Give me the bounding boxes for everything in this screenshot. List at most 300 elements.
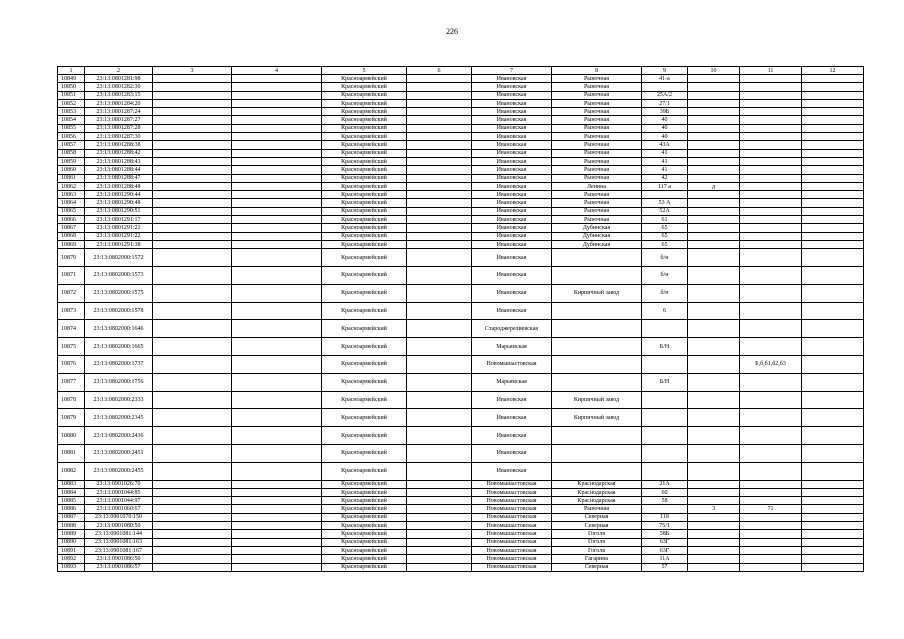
- column-12-cell: [802, 480, 864, 488]
- house-number-cell: 21А: [642, 480, 688, 488]
- column-10-cell: [688, 83, 740, 91]
- column-12-cell: [802, 522, 864, 530]
- table-row: [58, 75, 864, 83]
- column-10-cell: [688, 320, 740, 338]
- column-3-cell: [153, 505, 232, 513]
- street-cell: Рыночная: [552, 99, 642, 107]
- column-4-cell: [232, 83, 322, 91]
- column-11-cell: [740, 83, 802, 91]
- district-cell: Красноармейский: [322, 320, 407, 338]
- column-11-cell: [740, 166, 802, 174]
- cadastral-number-cell: 23:13:0802000:2451: [85, 445, 153, 463]
- row-number-cell: 10892: [58, 555, 85, 563]
- column-3-cell: [153, 216, 232, 224]
- column-12-cell: [802, 199, 864, 207]
- column-4-cell: [232, 133, 322, 141]
- row-number-cell: 10859: [58, 157, 85, 165]
- table-row: [58, 538, 864, 546]
- column-header: 10: [688, 67, 740, 75]
- street-cell: [552, 373, 642, 391]
- column-3-cell: [153, 488, 232, 496]
- column-3-cell: [153, 157, 232, 165]
- column-6-cell: [407, 555, 472, 563]
- cadastral-number-cell: 23:13:0801291:38: [85, 240, 153, 248]
- street-cell: Гагарина: [552, 555, 642, 563]
- column-6-cell: [407, 391, 472, 409]
- page-number: 226: [446, 27, 458, 36]
- district-cell: Красноармейский: [322, 182, 407, 190]
- cadastral-number-cell: 23:13:0801283:15: [85, 91, 153, 99]
- house-number-cell: [642, 356, 688, 374]
- district-cell: Красноармейский: [322, 157, 407, 165]
- cadastral-number-cell: 23:13:0901081:163: [85, 538, 153, 546]
- column-11-cell: [740, 373, 802, 391]
- column-10-cell: [688, 522, 740, 530]
- column-12-cell: [802, 216, 864, 224]
- table-row: [58, 191, 864, 199]
- cadastral-number-cell: 23:13:0801288:48: [85, 182, 153, 190]
- column-4-cell: [232, 427, 322, 445]
- row-number-cell: 10873: [58, 302, 85, 320]
- column-11-cell: [740, 427, 802, 445]
- settlement-cell: Ивановская: [472, 199, 552, 207]
- column-12-cell: [802, 224, 864, 232]
- table-row: [58, 240, 864, 248]
- cadastral-number-cell: 23:13:0802000:2345: [85, 409, 153, 427]
- column-12-cell: [802, 391, 864, 409]
- table-row: [58, 249, 864, 267]
- row-number-cell: 10855: [58, 124, 85, 132]
- settlement-cell: Новомышастовская: [472, 480, 552, 488]
- column-6-cell: [407, 174, 472, 182]
- settlement-cell: Ивановская: [472, 240, 552, 248]
- house-number-cell: 40: [642, 124, 688, 132]
- district-cell: Красноармейский: [322, 302, 407, 320]
- house-number-cell: 60: [642, 488, 688, 496]
- column-4-cell: [232, 505, 322, 513]
- column-4-cell: [232, 108, 322, 116]
- column-12-cell: [802, 555, 864, 563]
- column-header: 2: [85, 67, 153, 75]
- cadastral-number-cell: 23:13:0801290:51: [85, 207, 153, 215]
- column-3-cell: [153, 302, 232, 320]
- column-3-cell: [153, 108, 232, 116]
- column-4-cell: [232, 232, 322, 240]
- row-number-cell: 10878: [58, 391, 85, 409]
- settlement-cell: Ивановская: [472, 409, 552, 427]
- cadastral-number-cell: 23:13:0801291:22: [85, 232, 153, 240]
- district-cell: Красноармейский: [322, 75, 407, 83]
- table-row: [58, 91, 864, 99]
- column-4-cell: [232, 149, 322, 157]
- cadastral-number-cell: 23:13:0801281:98: [85, 75, 153, 83]
- column-10-cell: [688, 338, 740, 356]
- house-number-cell: 39Б: [642, 108, 688, 116]
- row-number-cell: 10866: [58, 216, 85, 224]
- cadastral-number-cell: 23:13:0801282:30: [85, 83, 153, 91]
- column-3-cell: [153, 124, 232, 132]
- row-number-cell: 10864: [58, 199, 85, 207]
- table-row: [58, 488, 864, 496]
- column-3-cell: [153, 555, 232, 563]
- column-4-cell: [232, 284, 322, 302]
- column-header: 4: [232, 67, 322, 75]
- table-row: [58, 133, 864, 141]
- settlement-cell: Ивановская: [472, 427, 552, 445]
- settlement-cell: Ивановская: [472, 232, 552, 240]
- district-cell: Красноармейский: [322, 530, 407, 538]
- column-11-cell: [740, 391, 802, 409]
- column-12-cell: [802, 116, 864, 124]
- house-number-cell: 41-а: [642, 75, 688, 83]
- column-4-cell: [232, 445, 322, 463]
- row-number-cell: 10874: [58, 320, 85, 338]
- cadastral-number-cell: 23:13:0801287:24: [85, 108, 153, 116]
- row-number-cell: 10862: [58, 182, 85, 190]
- column-3-cell: [153, 224, 232, 232]
- house-number-cell: 41: [642, 166, 688, 174]
- column-11-cell: [740, 488, 802, 496]
- column-11-cell: [740, 157, 802, 165]
- column-11-cell: [740, 522, 802, 530]
- row-number-cell: 10881: [58, 445, 85, 463]
- column-4-cell: [232, 124, 322, 132]
- street-cell: Северная: [552, 522, 642, 530]
- district-cell: Красноармейский: [322, 497, 407, 505]
- column-10-cell: [688, 133, 740, 141]
- column-3-cell: [153, 267, 232, 285]
- cadastral-number-cell: 23:13:0802000:1575: [85, 284, 153, 302]
- column-6-cell: [407, 133, 472, 141]
- cadastral-number-cell: 23:13:0802000:2333: [85, 391, 153, 409]
- column-6-cell: [407, 116, 472, 124]
- table-row: [58, 174, 864, 182]
- street-cell: [552, 320, 642, 338]
- column-6-cell: [407, 166, 472, 174]
- column-3-cell: [153, 141, 232, 149]
- cadastral-number-cell: 23:13:0802000:2455: [85, 462, 153, 480]
- column-11-cell: [740, 199, 802, 207]
- street-cell: Северная: [552, 513, 642, 521]
- column-4-cell: [232, 249, 322, 267]
- table-row: [58, 302, 864, 320]
- column-6-cell: [407, 445, 472, 463]
- column-3-cell: [153, 538, 232, 546]
- street-cell: Рыночная: [552, 83, 642, 91]
- street-cell: [552, 462, 642, 480]
- row-number-cell: 10869: [58, 240, 85, 248]
- table-row: [58, 546, 864, 554]
- column-6-cell: [407, 497, 472, 505]
- settlement-cell: Ивановская: [472, 149, 552, 157]
- house-number-cell: 42: [642, 174, 688, 182]
- table-row: [58, 522, 864, 530]
- column-4-cell: [232, 207, 322, 215]
- street-cell: Рыночная: [552, 199, 642, 207]
- column-12-cell: [802, 530, 864, 538]
- column-3-cell: [153, 191, 232, 199]
- column-3-cell: [153, 182, 232, 190]
- column-10-cell: [688, 445, 740, 463]
- table-row: [58, 530, 864, 538]
- column-12-cell: [802, 149, 864, 157]
- column-3-cell: [153, 240, 232, 248]
- column-12-cell: [802, 338, 864, 356]
- column-3-cell: [153, 462, 232, 480]
- cadastral-number-cell: 23:13:0802000:1646: [85, 320, 153, 338]
- street-cell: Рыночная: [552, 166, 642, 174]
- column-3-cell: [153, 563, 232, 571]
- table-row: [58, 497, 864, 505]
- column-11-cell: [740, 91, 802, 99]
- column-4-cell: [232, 166, 322, 174]
- district-cell: Красноармейский: [322, 555, 407, 563]
- street-cell: [552, 267, 642, 285]
- cadastral-number-cell: 23:13:0901086:57: [85, 563, 153, 571]
- table-row: [58, 141, 864, 149]
- house-number-cell: 6: [642, 302, 688, 320]
- column-3-cell: [153, 249, 232, 267]
- settlement-cell: Ивановская: [472, 191, 552, 199]
- house-number-cell: 43А: [642, 141, 688, 149]
- column-12-cell: [802, 538, 864, 546]
- column-12-cell: [802, 488, 864, 496]
- district-cell: Красноармейский: [322, 505, 407, 513]
- column-3-cell: [153, 530, 232, 538]
- column-3-cell: [153, 546, 232, 554]
- column-10-cell: [688, 75, 740, 83]
- table-row: [58, 124, 864, 132]
- settlement-cell: Новомышастовская: [472, 522, 552, 530]
- column-6-cell: [407, 356, 472, 374]
- column-12-cell: [802, 99, 864, 107]
- district-cell: Красноармейский: [322, 373, 407, 391]
- column-6-cell: [407, 513, 472, 521]
- settlement-cell: Новомышастовская: [472, 538, 552, 546]
- column-4-cell: [232, 216, 322, 224]
- column-6-cell: [407, 75, 472, 83]
- row-number-cell: 10890: [58, 538, 85, 546]
- column-4-cell: [232, 497, 322, 505]
- street-cell: Рыночная: [552, 141, 642, 149]
- district-cell: Красноармейский: [322, 240, 407, 248]
- row-number-cell: 10879: [58, 409, 85, 427]
- row-number-cell: 10887: [58, 513, 85, 521]
- house-number-cell: 25А/2: [642, 91, 688, 99]
- column-11-cell: [740, 462, 802, 480]
- cadastral-number-cell: 23:13:0801288:47: [85, 174, 153, 182]
- column-11-cell: [740, 141, 802, 149]
- column-11-cell: [740, 149, 802, 157]
- table-row: [58, 267, 864, 285]
- street-cell: Дубинская: [552, 240, 642, 248]
- table-row: [58, 563, 864, 571]
- column-10-cell: [688, 480, 740, 488]
- cadastral-number-cell: 23:13:0801287:30: [85, 133, 153, 141]
- table-row: [58, 480, 864, 488]
- cadastral-number-cell: 23:13:0802000:1737: [85, 356, 153, 374]
- house-number-cell: [642, 320, 688, 338]
- column-3-cell: [153, 91, 232, 99]
- district-cell: Красноармейский: [322, 83, 407, 91]
- column-3-cell: [153, 338, 232, 356]
- column-6-cell: [407, 91, 472, 99]
- column-11-cell: [740, 513, 802, 521]
- column-6-cell: [407, 249, 472, 267]
- table-row: [58, 224, 864, 232]
- column-10-cell: [688, 427, 740, 445]
- settlement-cell: Ивановская: [472, 445, 552, 463]
- district-cell: Красноармейский: [322, 267, 407, 285]
- house-number-cell: 65: [642, 224, 688, 232]
- street-cell: Кирпичный завод: [552, 409, 642, 427]
- column-3-cell: [153, 391, 232, 409]
- district-cell: Красноармейский: [322, 284, 407, 302]
- column-3-cell: [153, 174, 232, 182]
- cadastral-number-cell: 23:13:0801291:21: [85, 224, 153, 232]
- column-header: 12: [802, 67, 864, 75]
- column-3-cell: [153, 522, 232, 530]
- house-number-cell: б/н: [642, 267, 688, 285]
- table-row: [58, 182, 864, 190]
- street-cell: Рыночная: [552, 505, 642, 513]
- column-4-cell: [232, 157, 322, 165]
- column-10-cell: [688, 157, 740, 165]
- column-11-cell: [740, 99, 802, 107]
- column-3-cell: [153, 99, 232, 107]
- column-10-cell: [688, 409, 740, 427]
- column-10-cell: [688, 91, 740, 99]
- street-cell: Рыночная: [552, 133, 642, 141]
- column-4-cell: [232, 240, 322, 248]
- column-11-cell: [740, 530, 802, 538]
- district-cell: Красноармейский: [322, 207, 407, 215]
- column-4-cell: [232, 356, 322, 374]
- column-3-cell: [153, 356, 232, 374]
- street-cell: Рыночная: [552, 149, 642, 157]
- street-cell: Рыночная: [552, 91, 642, 99]
- column-6-cell: [407, 99, 472, 107]
- column-6-cell: [407, 538, 472, 546]
- column-6-cell: [407, 409, 472, 427]
- house-number-cell: [642, 427, 688, 445]
- column-6-cell: [407, 108, 472, 116]
- street-cell: Рыночная: [552, 174, 642, 182]
- column-6-cell: [407, 530, 472, 538]
- district-cell: Красноармейский: [322, 149, 407, 157]
- column-10-cell: [688, 302, 740, 320]
- district-cell: Красноармейский: [322, 224, 407, 232]
- column-12-cell: [802, 373, 864, 391]
- row-number-cell: 10882: [58, 462, 85, 480]
- column-6-cell: [407, 480, 472, 488]
- settlement-cell: Ивановская: [472, 302, 552, 320]
- street-cell: [552, 249, 642, 267]
- street-cell: Кирпичный завод: [552, 284, 642, 302]
- table-row: [58, 207, 864, 215]
- district-cell: Красноармейский: [322, 216, 407, 224]
- house-number-cell: [642, 83, 688, 91]
- district-cell: Красноармейский: [322, 116, 407, 124]
- row-number-cell: 10880: [58, 427, 85, 445]
- row-number-cell: 10856: [58, 133, 85, 141]
- column-6-cell: [407, 207, 472, 215]
- house-number-cell: [642, 505, 688, 513]
- cadastral-number-cell: 23:13:0801288:43: [85, 157, 153, 165]
- house-number-cell: 63Г: [642, 538, 688, 546]
- column-4-cell: [232, 538, 322, 546]
- column-11-cell: [740, 116, 802, 124]
- settlement-cell: Ивановская: [472, 267, 552, 285]
- street-cell: [552, 445, 642, 463]
- column-12-cell: [802, 445, 864, 463]
- column-12-cell: [802, 124, 864, 132]
- column-12-cell: [802, 174, 864, 182]
- column-header: 6: [407, 67, 472, 75]
- district-cell: Красноармейский: [322, 108, 407, 116]
- column-10-cell: [688, 174, 740, 182]
- column-6-cell: [407, 157, 472, 165]
- column-10-cell: [688, 124, 740, 132]
- column-10-cell: [688, 391, 740, 409]
- street-cell: Краснодарская: [552, 480, 642, 488]
- row-number-cell: 10886: [58, 505, 85, 513]
- column-6-cell: [407, 505, 472, 513]
- settlement-cell: Ивановская: [472, 182, 552, 190]
- district-cell: Красноармейский: [322, 391, 407, 409]
- street-cell: Рыночная: [552, 216, 642, 224]
- column-6-cell: [407, 224, 472, 232]
- cadastral-number-cell: 23:13:0802000:1665: [85, 338, 153, 356]
- house-number-cell: Б/Н: [642, 338, 688, 356]
- street-cell: Северная: [552, 563, 642, 571]
- settlement-cell: Ивановская: [472, 284, 552, 302]
- column-6-cell: [407, 320, 472, 338]
- column-6-cell: [407, 240, 472, 248]
- district-cell: Красноармейский: [322, 563, 407, 571]
- column-10-cell: [688, 267, 740, 285]
- cadastral-number-cell: 23:13:0801291:17: [85, 216, 153, 224]
- column-3-cell: [153, 75, 232, 83]
- table-row: [58, 83, 864, 91]
- street-cell: Дубинская: [552, 224, 642, 232]
- street-cell: Рыночная: [552, 116, 642, 124]
- column-4-cell: [232, 513, 322, 521]
- column-12-cell: [802, 409, 864, 427]
- settlement-cell: Ивановская: [472, 124, 552, 132]
- column-3-cell: [153, 373, 232, 391]
- row-number-cell: 10870: [58, 249, 85, 267]
- column-header: 8: [552, 67, 642, 75]
- row-number-cell: 10871: [58, 267, 85, 285]
- header-row: [58, 67, 864, 75]
- column-10-cell: 3: [688, 505, 740, 513]
- house-number-cell: 53 А: [642, 199, 688, 207]
- district-cell: Красноармейский: [322, 427, 407, 445]
- column-11-cell: Б,б,б1,б2,б3: [740, 356, 802, 374]
- column-3-cell: [153, 133, 232, 141]
- table-row: [58, 505, 864, 513]
- column-12-cell: [802, 91, 864, 99]
- column-6-cell: [407, 302, 472, 320]
- column-4-cell: [232, 338, 322, 356]
- cadastral-number-cell: 23:13:0801287:28: [85, 124, 153, 132]
- column-6-cell: [407, 373, 472, 391]
- house-number-cell: 65: [642, 232, 688, 240]
- row-number-cell: 10849: [58, 75, 85, 83]
- street-cell: Гоголя: [552, 546, 642, 554]
- column-12-cell: [802, 207, 864, 215]
